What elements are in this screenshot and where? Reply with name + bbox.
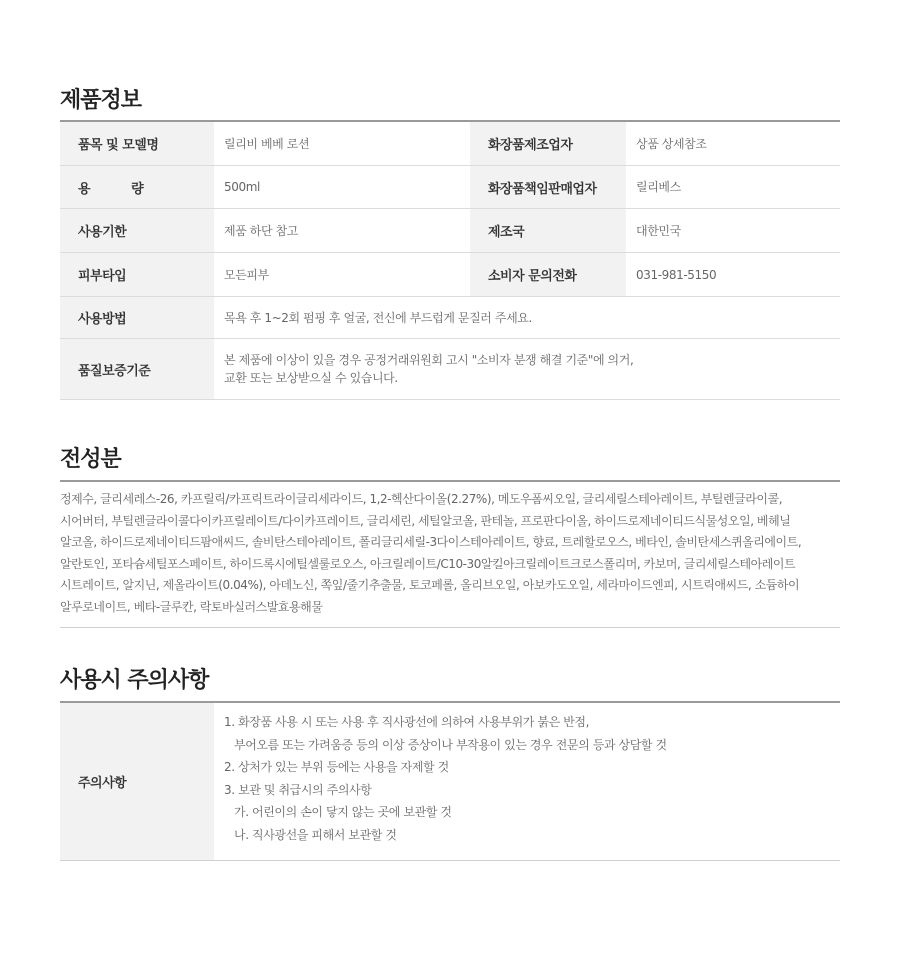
caution-body — [214, 703, 667, 860]
table-row — [60, 166, 840, 209]
caution-line: 나. 직사광선을 피해서 보관할 것 — [234, 827, 397, 842]
ingredients-line: 정제수, 글리세레스-26, 카프릴릭/카프릭트라이글리세라이드, 1,2-헥산다이올(2.27%), 메도우폼씨오일, 글리세릴스테아레이트, 부틸렌글라이콜, — [60, 492, 783, 506]
warranty-label: 품질보증기준 — [60, 339, 214, 399]
row-label: 화장품책임판매업자 — [470, 166, 626, 208]
ingredients-box — [60, 480, 840, 628]
table-row — [60, 253, 840, 297]
row-label: 제조국 — [470, 209, 626, 252]
row-label: 사용기한 — [60, 209, 214, 252]
ingredients-text — [60, 482, 840, 628]
caution-line: 가. 어린이의 손이 닿지 않는 곳에 보관할 것 — [234, 805, 452, 820]
row-label: 소비자 문의전화 — [470, 253, 626, 296]
ingredients-line: 알란토인, 포타슘세틸포스페이트, 하이드록시에틸셀룰로오스, 아크릴레이트/C10-30알킬아크릴레이트크로스폴리머, 카보머, 글리세릴스테아레이트 — [60, 556, 796, 571]
row-value: 모든피부 — [224, 267, 269, 282]
cautions-table — [60, 701, 840, 861]
usage-label: 사용방법 — [60, 297, 214, 338]
caution-line: 2. 상처가 있는 부위 등에는 사용을 자제할 것 — [224, 760, 449, 775]
row-value: 릴리비 베베 로션 — [224, 136, 310, 151]
caution-line: 3. 보관 및 취급시의 주의사항 — [224, 782, 372, 797]
row-label: 화장품제조업자 — [470, 122, 626, 165]
caution-line: 1. 화장품 사용 시 또는 사용 후 직사광선에 의하여 사용부위가 붉은 반점, — [224, 715, 590, 729]
table-row — [60, 209, 840, 253]
cautions-section — [60, 664, 840, 861]
ingredients-line: 알루로네이트, 베타-글루칸, 락토바실러스발효용해물 — [60, 599, 323, 614]
usage-row — [60, 297, 840, 339]
row-label: 피부타입 — [60, 253, 214, 296]
caution-label: 주의사항 — [60, 703, 214, 860]
ingredients-title: 전성분 — [60, 447, 121, 472]
row-value: 031-981-5150 — [636, 267, 717, 282]
warranty-line-1: 본 제품에 이상이 있을 경우 공정거래위원회 고시 "소비자 분쟁 해결 기준"에 의거, — [224, 353, 634, 367]
ingredients-line: 시트레이트, 알지닌, 제올라이트(0.04%), 아데노신, 쪽잎/줄기추출물, 토코페롤, 올리브오일, 아보카도오일, 세라마이드엔피, 시트릭애씨드, 소듐하이 — [60, 578, 800, 592]
row-value: 릴리베스 — [636, 180, 681, 194]
warranty-value — [214, 339, 840, 399]
row-value: 상품 상세참조 — [636, 136, 707, 151]
warranty-row — [60, 339, 840, 400]
product-info-title: 제품정보 — [60, 88, 142, 113]
ingredients-line: 알코올, 하이드로제네이티드팜애씨드, 솔비탄스테아레이트, 폴리글리세릴-3다이스테아레이트, 향료, 트레할로오스, 베타인, 솔비탄세스퀴올리에이트, — [60, 535, 802, 549]
cautions-title: 사용시 주의사항 — [60, 668, 209, 693]
caution-line: 부어오름 또는 가려움증 등의 이상 증상이나 부작용이 있는 경우 전문의 등과 상담할 것 — [234, 737, 667, 752]
row-label — [60, 166, 214, 208]
warranty-line-2: 교환 또는 보상받으실 수 있습니다. — [224, 371, 398, 385]
capacity-label: 용 량 — [78, 181, 162, 197]
row-value: 500ml — [224, 180, 260, 194]
caution-row — [60, 703, 840, 861]
row-label: 품목 및 모델명 — [60, 122, 214, 165]
ingredients-section — [60, 443, 840, 628]
row-value: 대한민국 — [636, 223, 681, 238]
usage-value: 목욕 후 1~2회 펌핑 후 얼굴, 전신에 부드럽게 문질러 주세요. — [224, 310, 532, 325]
product-info-table — [60, 120, 840, 400]
product-info-section — [60, 84, 840, 400]
row-value: 제품 하단 참고 — [224, 223, 298, 238]
ingredients-line: 시어버터, 부틸렌글라이콜다이카프릴레이트/다이카프레이트, 글리세린, 세틸알코올, 판테놀, 프로판다이올, 하이드로제네이티드식물성오일, 베헤닐 — [60, 513, 791, 528]
table-row — [60, 122, 840, 166]
